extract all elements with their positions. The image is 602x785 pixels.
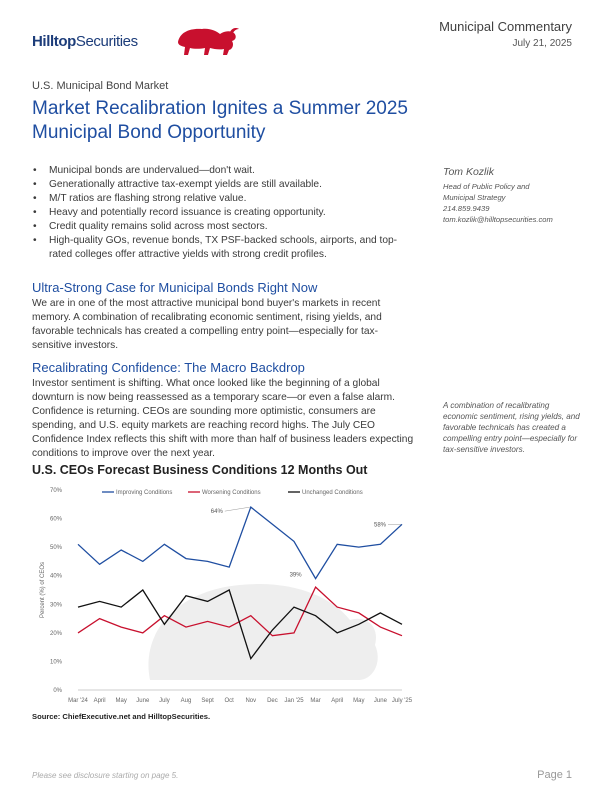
chart-title: U.S. CEOs Forecast Business Conditions 12 Months Out bbox=[32, 463, 368, 477]
x-tick-label: May bbox=[353, 698, 365, 704]
key-point: • Municipal bonds are undervalued—don't wait. bbox=[32, 164, 412, 178]
x-tick-label: July bbox=[159, 698, 170, 704]
x-tick-label: Nov bbox=[245, 698, 257, 704]
chart-source: Source: ChiefExecutive.net and HilltopSecurities. bbox=[32, 712, 211, 721]
series-line-improving-conditions bbox=[78, 507, 402, 578]
x-tick-label: Sept bbox=[201, 698, 214, 704]
y-tick-label: 0% bbox=[53, 688, 62, 694]
section-body-recalibrating-confidence: Investor sentiment is shifting. What once looked like the beginning of a global downturn is now being reassessed as a temporary scare—or even a false alarm. Confidence is returning. CEOs are sounding more optimistic, consumers are spending, and U.S. equity markets are reaching record highs. The July CEO Confidence Index reflects this shift with more than half of business leaders expecting conditions to improve over the next year. bbox=[32, 378, 414, 459]
x-tick-label: Jan '25 bbox=[284, 698, 304, 704]
page-title: Market Recalibration Ignites a Summer 2025 Municipal Bond Opportunity bbox=[32, 98, 408, 143]
data-label: 64% bbox=[210, 509, 223, 516]
key-point: • M/T ratios are flashing strong relative value. bbox=[32, 192, 412, 206]
key-point: • High-quality GOs, revenue bonds, TX PSF-backed schools, airports, and top-rated colleges offer attractive yields with strong credit profiles. bbox=[32, 234, 412, 262]
x-tick-label: May bbox=[115, 698, 127, 704]
x-tick-label: April bbox=[331, 698, 344, 704]
y-axis-label: Percent (%) of CEOs bbox=[40, 561, 46, 619]
author-role-line1: Head of Public Policy and bbox=[443, 182, 530, 191]
author-email[interactable]: tom.kozlik@hilltopsecurities.com bbox=[443, 215, 553, 224]
author-phone: 214.859.9439 bbox=[443, 204, 490, 213]
bison-icon bbox=[172, 22, 242, 56]
x-tick-label: Dec bbox=[267, 698, 278, 704]
x-tick-label: Mar '24 bbox=[68, 698, 88, 704]
section-body-ultra-strong-case: We are in one of the most attractive municipal bond buyer's markets in recent memory. A combination of recalibrating economic sentiment, rising yields, and favorable technicals has created a compelling entry point—especially for tax-sensitive investors. bbox=[32, 298, 382, 351]
y-tick-label: 30% bbox=[49, 602, 62, 609]
data-label-leader bbox=[225, 507, 250, 511]
author-name: Tom Kozlik bbox=[443, 166, 494, 178]
y-tick-label: 70% bbox=[49, 488, 62, 494]
data-label: 39% bbox=[289, 572, 302, 579]
document-date: July 21, 2025 bbox=[512, 38, 572, 49]
y-tick-label: 40% bbox=[49, 573, 62, 580]
document-type: Municipal Commentary bbox=[439, 19, 572, 34]
legend-label: Worsening Conditions bbox=[202, 490, 261, 496]
y-tick-label: 10% bbox=[49, 659, 62, 666]
legend-label: Unchanged Conditions bbox=[302, 490, 363, 496]
key-point: • Credit quality remains solid across most sectors. bbox=[32, 220, 412, 234]
y-tick-label: 20% bbox=[49, 630, 62, 637]
section-heading-recalibrating-confidence: Recalibrating Confidence: The Macro Backdrop bbox=[32, 360, 305, 375]
watermark-bison-icon bbox=[148, 584, 377, 680]
ceo-forecast-line-chart bbox=[30, 480, 420, 712]
key-point: • Heavy and potentially record issuance is creating opportunity. bbox=[32, 206, 412, 220]
section-heading-ultra-strong-case: Ultra-Strong Case for Municipal Bonds Right Now bbox=[32, 280, 318, 295]
legend-label: Improving Conditions bbox=[116, 490, 173, 496]
data-label: 58% bbox=[373, 522, 386, 529]
key-point: • Generationally attractive tax-exempt yields are still available. bbox=[32, 178, 412, 192]
x-tick-label: Aug bbox=[180, 698, 192, 704]
logo-text-hilltop: Hilltop bbox=[32, 33, 76, 50]
section-kicker: U.S. Municipal Bond Market bbox=[32, 80, 169, 92]
y-tick-label: 60% bbox=[49, 516, 62, 523]
key-points-list bbox=[32, 164, 412, 262]
logo-wordmark bbox=[32, 33, 138, 50]
author-block bbox=[443, 166, 583, 225]
author-role-line2: Municipal Strategy bbox=[443, 193, 506, 202]
pull-quote: A combination of recalibrating economic sentiment, rising yields, and favorable technicals has created a compelling entry point—especially for tax-sensitive investors. bbox=[443, 401, 580, 454]
x-tick-label: July '25 bbox=[391, 698, 413, 704]
disclosure-note: Please see disclosure starting on page 5. bbox=[32, 771, 179, 780]
y-tick-label: 50% bbox=[49, 545, 62, 552]
logo-text-securities: Securities bbox=[75, 33, 138, 50]
x-tick-label: Mar bbox=[310, 698, 321, 704]
hilltop-logo bbox=[32, 22, 222, 56]
page-number: Page 1 bbox=[537, 769, 572, 781]
x-tick-label: June bbox=[373, 698, 387, 704]
x-tick-label: June bbox=[136, 698, 150, 704]
x-tick-label: April bbox=[93, 698, 106, 704]
x-tick-label: Oct bbox=[224, 698, 234, 704]
